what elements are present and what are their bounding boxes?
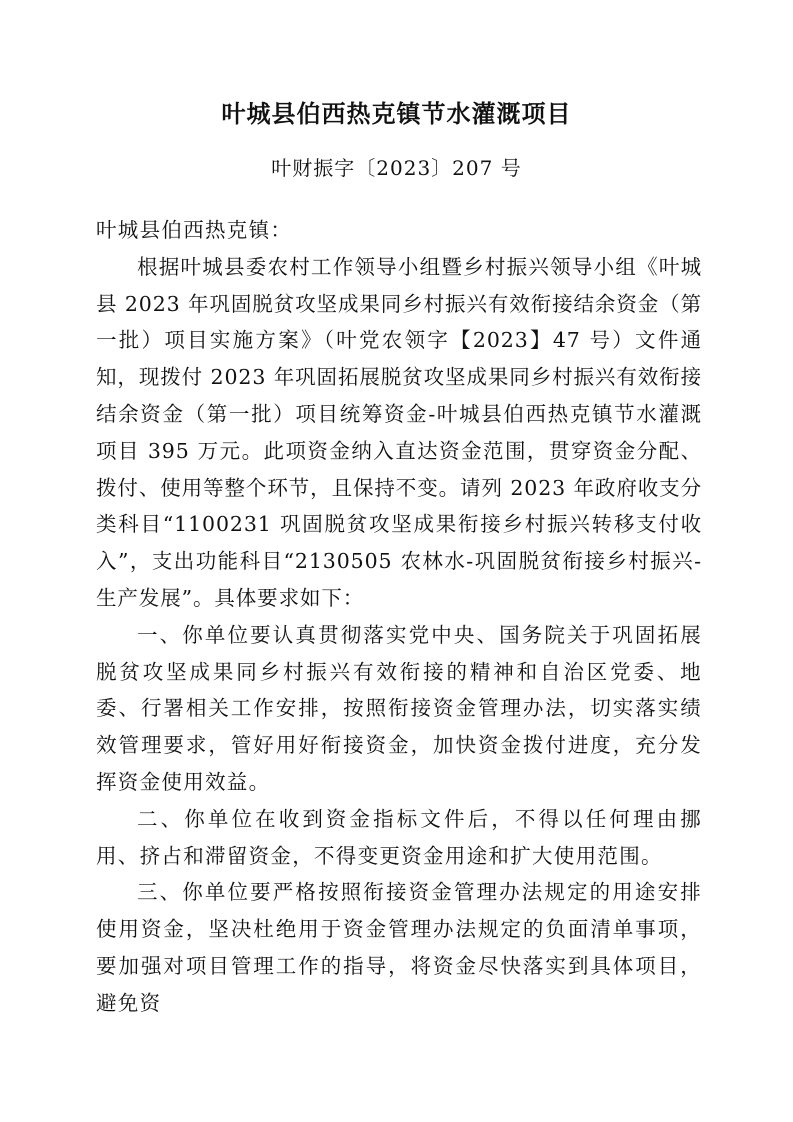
document-number: 叶财振字〔2023〕207 号	[271, 156, 522, 180]
document-body	[96, 212, 702, 1022]
paragraph-intro: 根据叶城县委农村工作领导小组暨乡村振兴领导小组《叶城县 2023 年巩固脱贫攻坚成果同乡村振兴有效衔接结余资金（第一批）项目实施方案》（叶党农领字【2023】47 号）文件通知，现拨付 2023 年巩固拓展脱贫攻坚成果同乡村振兴有效衔接结余资金（第一批）项目统筹资金-叶城县伯西热克镇节水灌溉项目 395 万元。此项资金纳入直达资金范围，贯穿资金分配、拨付、使用等整个环节，且保持不变。请列 2023 年政府收支分类科目“1100231 巩固脱贫攻坚成果衔接乡村振兴转移支付收入”，支出功能科目“2130505 农林水-巩固脱贫衔接乡村振兴-生产发展”。具体要求如下：	[96, 254, 702, 610]
paragraph-requirement-3: 三、你单位要严格按照衔接资金管理办法规定的用途安排使用资金，坚决杜绝用于资金管理办法规定的负面清单事项，要加强对项目管理工作的指导，将资金尽快落实到具体项目，避免资	[96, 880, 702, 1015]
salutation: 叶城县伯西热克镇：	[96, 218, 293, 242]
paragraph-requirement-1: 一、你单位要认真贯彻落实党中央、国务院关于巩固拓展脱贫攻坚成果同乡村振兴有效衔接的精神和自治区党委、地委、行署相关工作安排，按照衔接资金管理办法，切实落实绩效管理要求，管好用好衔接资金，加快资金拨付进度，充分发挥资金使用效益。	[96, 622, 702, 794]
paragraph-requirement-2: 二、你单位在收到资金指标文件后，不得以任何理由挪用、挤占和滞留资金，不得变更资金用途和扩大使用范围。	[96, 806, 702, 868]
document-title: 叶城县伯西热克镇节水灌溉项目	[221, 100, 572, 128]
